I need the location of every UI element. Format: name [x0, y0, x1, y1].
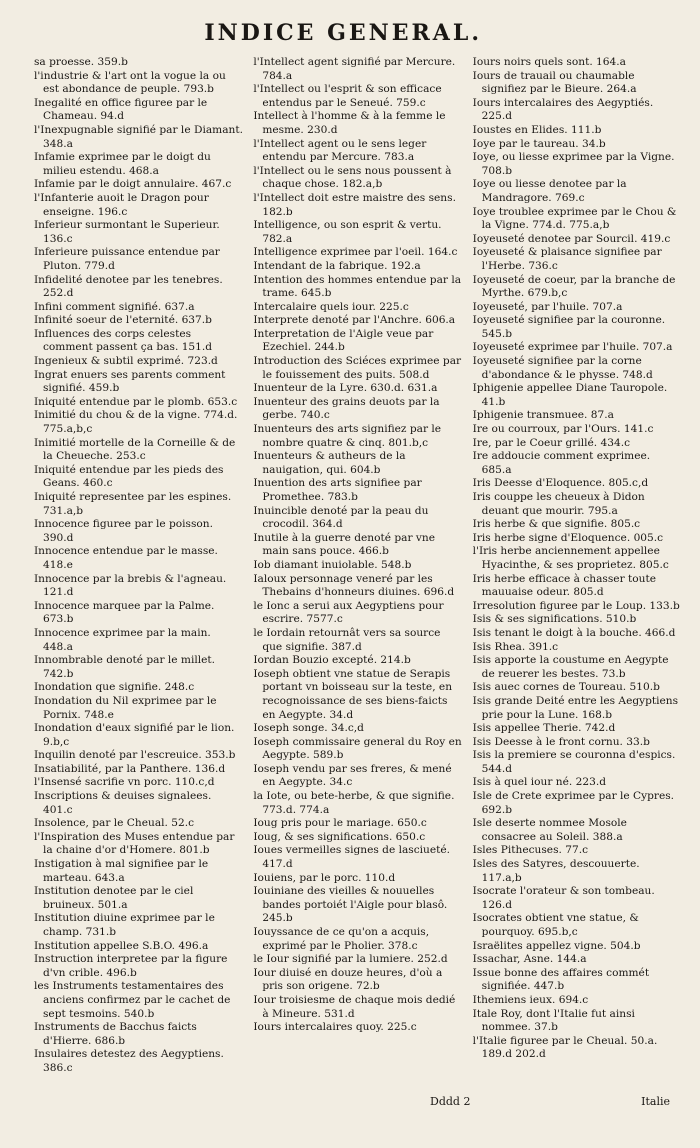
index-entry: Iris couppe les cheueux à Didon deuant que mourir. 795.a [472, 491, 645, 517]
index-entry: Iouiens, par le porc. 110.d [253, 871, 396, 884]
index-entry: Isle de Crete exprimee par le Cypres. 692.b [472, 790, 675, 816]
index-entry: Inuenteurs & autheurs de la nauigation, qui. 604.b [253, 450, 406, 476]
index-entry: Ioseph obtient vne statue de Serapis portant vn boisseau sur la teste, en recognoissance de ses biens-faicts en Aegypte. 34.d [253, 667, 453, 721]
index-entry: sa proesse. 359.b [34, 56, 128, 68]
index-entry: Iphigenie appellee Diane Tauropole. 41.b [472, 382, 668, 408]
index-entry: Insulaires detestez des Aegyptiens. 386.c [34, 1048, 224, 1074]
index-entry: la Iote, ou bete-herbe, & que signifie. 773.d. 774.a [253, 790, 455, 816]
page-header [34, 10, 682, 56]
index-entry: Ioseph commissaire general du Roy en Aegypte. 589.b [253, 735, 462, 762]
index-entry: Iouiniane des vieilles & nouuelles bandes portoiét l'Aigle pour blasô. 245.b [253, 885, 448, 925]
index-entry: Innocence figuree par le poisson. 390.d [34, 518, 213, 544]
index-entry: Inondation d'eaux signifié par le lion. 9.b,c [34, 722, 235, 748]
catchword: Italie [641, 1095, 670, 1108]
index-entry: Inimitié du chou & de la vigne. 774.d. 775.a,b,c [34, 409, 238, 436]
index-entry: Isis tenant le doigt à la bouche. 466.d [472, 626, 676, 639]
index-entry: Iniquité entendue par le plomb. 653.c [34, 395, 238, 408]
index-entry: Ingrat enuers ses parents comment signifié. 459.b [34, 368, 226, 395]
index-entry: Ioseph vendu par ses freres, & mené en Aegypte. 34.c [253, 762, 452, 789]
index-entry: Infinité soeur de l'eternité. 637.b [34, 314, 212, 327]
index-entry: Isis appellee Therie. 742.d [472, 722, 616, 735]
index-entry: Institution denotee par le ciel bruineux. 501.a [34, 885, 194, 911]
index-entry: l'Inspiration des Muses entendue par la chaine d'or d'Homere. 801.b [34, 830, 235, 857]
index-entry: Iris Deesse d'Eloquence. 805.c,d [472, 477, 649, 490]
index-entry: Iniquité representee par les espines. 731.a,b [34, 491, 232, 517]
index-entry: Isis auec cornes de Toureau. 510.b [472, 681, 660, 694]
index-entry: Iordan Bouzio excepté. 214.b [253, 654, 411, 667]
index-entry: Isis Rhea. 391.c [472, 640, 559, 653]
index-entry: Innombrable denoté par le millet. 742.b [34, 654, 216, 680]
index-entry: Influences des corps celestes comment passent ça bas. 151.d [34, 327, 213, 354]
index-entry: Ire ou courroux, par l'Ours. 141.c [472, 423, 654, 436]
index-entry: Issue bonne des affaires commét signifiée. 447.b [472, 966, 650, 993]
index-entry: Ire, par le Coeur grillé. 434.c [472, 436, 631, 449]
index-entry: Iris herbe & que signifie. 805.c [472, 518, 641, 531]
index-entry: Ioseph songe. 34.c,d [253, 722, 364, 735]
index-entry: Isle deserte nommee Mosole consacree au Soleil. 388.a [472, 817, 627, 843]
index-entry: l'Intellect ou le sens nous poussent à chaque chose. 182.a,b [253, 164, 452, 191]
index-entry: Isocrate l'orateur & son tombeau. 126.d [472, 885, 655, 911]
index-entry: Introduction des Sciéces exprimee par le fouissement des puits. 508.d [253, 355, 462, 381]
page-footer [430, 1095, 670, 1108]
index-entry: Infidelité denotee par les tenebres. 252.d [34, 273, 223, 300]
index-entry: Isis à quel iour né. 223.d [472, 776, 606, 789]
index-entry: Insatiabilité, par la Panthere. 136.d [34, 762, 226, 775]
index-entry: Ioyeuseté denotee par Sourcil. 419.c [472, 232, 671, 245]
index-entry: Intercalaire quels iour. 225.c [253, 300, 409, 313]
index-entry: Iob diamant inuiolable. 548.b [253, 558, 412, 571]
index-entry: Innocence entendue par le masse. 418.e [34, 545, 218, 571]
index-entry: l'Intellect doit estre maistre des sens. 182.b [253, 191, 456, 218]
index-entry: Ingenieux & subtil exprimé. 723.d [34, 355, 218, 368]
index-entry: Ioues vermeilles signes de lasciueté. 417.d [253, 844, 451, 871]
index-entry: Intellect à l'homme & à la femme le mesme. 230.d [253, 110, 446, 136]
index-entry: l'Insensé sacrifie vn porc. 110.c,d [34, 776, 215, 789]
index-entry: Intention des hommes entendue par la trame. 645.b [253, 273, 462, 300]
index-column-3 [473, 56, 682, 1091]
index-entry: le Ionc a serui aux Aegyptiens pour escrire. 7577.c [253, 599, 444, 626]
index-entry: Ioye, ou liesse exprimee par la Vigne. 708.b [472, 151, 675, 177]
index-entry: Innocence exprimee par la main. 448.a [34, 626, 211, 653]
index-entry: Ioug, & ses significations. 650.c [253, 830, 426, 843]
index-entry: Intendant de la fabrique. 192.a [253, 259, 421, 272]
index-entry: Inuention des arts signifiee par Promethee. 783.b [253, 477, 422, 503]
index-entry: Ioustes en Elides. 111.b [472, 123, 602, 136]
index-entry: Irresolution figuree par le Loup. 133.b [472, 599, 680, 612]
index-entry: l'industrie & l'art ont la vogue la ou est abondance de peuple. 793.b [34, 69, 226, 96]
index-entry: Ioyeuseté de coeur, par la branche de Myrthe. 679.b,c [472, 273, 676, 300]
index-entry: Instruments de Bacchus faicts d'Hierre. 686.b [34, 1021, 197, 1047]
index-entry: Isles des Satyres, descouuerte. 117.a,b [472, 858, 640, 884]
index-entry: Isocrates obtient vne statue, & pourquoy. 695.b,c [472, 912, 639, 938]
index-entry: Iours de trauail ou chaumable signifiez par le Bieure. 264.a [472, 69, 637, 96]
index-entry: Ithemiens ieux. 694.c [472, 993, 589, 1006]
index-columns [34, 56, 682, 1091]
signature-mark: Dddd 2 [430, 1095, 471, 1108]
index-entry: Infamie par le doigt annulaire. 467.c [34, 178, 232, 191]
index-entry: l'Iris herbe anciennement appellee Hyacinthe, & ses proprietez. 805.c [472, 545, 669, 571]
index-entry: Inuenteurs des arts signifiez par le nombre quatre & cinq. 801.b,c [253, 423, 442, 449]
index-entry: Ioye troublee exprimee par le Chou & la Vigne. 774.d. 775.a,b [472, 205, 677, 232]
index-entry: Inondation du Nil exprimee par le Pornix. 748.e [34, 694, 217, 721]
index-entry: l'Intellect agent signifié par Mercure. 784.a [253, 56, 456, 82]
index-entry: Issachar, Asne. 144.a [472, 953, 587, 966]
index-entry: Inimitié mortelle de la Corneille & de la Cheueche. 253.c [34, 436, 236, 463]
index-entry: Ioye par le taureau. 34.b [472, 137, 606, 150]
index-entry: Iours intercalaires des Aegyptiés. 225.d [472, 96, 654, 123]
index-entry: Inuenteur des grains deuots par la gerbe. 740.c [253, 395, 440, 422]
index-entry: Iour diuisé en douze heures, d'où a pris son origene. 72.b [253, 966, 443, 993]
index-entry: le Iour signifié par la lumiere. 252.d [253, 953, 448, 966]
index-entry: Ire addoucie comment exprimee. 685.a [472, 450, 651, 476]
index-entry: Institution diuine exprimee par le champ. 731.b [34, 912, 215, 938]
index-entry: Inuenteur de la Lyre. 630.d. 631.a [253, 382, 438, 395]
index-entry: Isis grande Deité entre les Aegyptiens prie pour la Lune. 168.b [472, 694, 679, 721]
index-entry: Iris herbe efficace à chasser toute mauuaise odeur. 805.d [472, 572, 656, 599]
index-entry: Inegalité en office figuree par le Chameau. 94.d [34, 96, 208, 123]
index-entry: Ialoux personnage veneré par les Thebains d'honneurs diuines. 696.d [253, 572, 455, 599]
index-entry: Inutile à la guerre denoté par vne main sans pouce. 466.b [253, 531, 435, 558]
index-entry: Infamie exprimee par le doigt du milieu estendu. 468.a [34, 151, 211, 177]
index-entry: Ioyeuseté exprimee par l'huile. 707.a [472, 341, 673, 354]
index-entry: Ioug pris pour le mariage. 650.c [253, 817, 427, 830]
index-entry: Interprete denoté par l'Anchre. 606.a [253, 314, 456, 327]
index-entry: l'Infanterie auoit le Dragon pour enseigne. 196.c [34, 191, 209, 218]
index-entry: Ioyeuseté, par l'huile. 707.a [472, 300, 623, 313]
index-entry: Intelligence exprimee par l'oeil. 164.c [253, 246, 458, 259]
index-entry: Iours noirs quels sont. 164.a [472, 56, 626, 68]
index-entry: l'Inexpugnable signifié par le Diamant. 348.a [34, 123, 243, 150]
index-entry: Instigation à mal signifiee par le marteau. 643.a [34, 858, 209, 884]
index-entry: l'Italie figuree par le Cheual. 50.a. 189.d 202.d [472, 1034, 658, 1061]
index-entry: les Instruments testamentaires des anciens confirmez par le cachet de sept tesmoins. 540.b [34, 980, 231, 1020]
index-entry: Ioyeuseté & plaisance signifiee par l'Herbe. 736.c [472, 246, 662, 272]
index-entry: Inscriptions & deuises signalees. 401.c [34, 790, 212, 816]
index-entry: Innocence marquee par la Palme. 673.b [34, 599, 215, 626]
index-entry: Inquilin denoté par l'escreuice. 353.b [34, 749, 236, 762]
index-entry: Intelligence, ou son esprit & vertu. 782.a [253, 219, 442, 245]
index-entry: Inferieur surmontant le Superieur. 136.c [34, 219, 220, 245]
index-entry: l'Intellect agent ou le sens leger entendu par Mercure. 783.a [253, 137, 427, 164]
index-entry: Isis & ses significations. 510.b [472, 613, 637, 626]
index-entry: Itale Roy, dont l'Italie fut ainsi nommee. 37.b [472, 1007, 635, 1034]
index-entry: Iour troisiesme de chaque mois dedié à Mineure. 531.d [253, 993, 456, 1020]
index-entry: Innocence par la brebis & l'agneau. 121.d [34, 572, 227, 599]
index-entry: Iours intercalaires quoy. 225.c [253, 1021, 417, 1034]
page-title: INDICE GENERAL. [204, 20, 482, 46]
index-entry: Israëlites appellez vigne. 504.b [472, 939, 641, 952]
index-entry: Institution appellee S.B.O. 496.a [34, 939, 209, 952]
index-entry: Iouyssance de ce qu'on a acquis, exprimé par le Pholier. 378.c [253, 926, 430, 952]
index-entry: Isles Pithecuses. 77.c [472, 844, 589, 857]
index-column-2 [253, 56, 462, 1091]
index-entry: Inferieure puissance entendue par Pluton. 779.d [34, 246, 220, 272]
index-entry: Inondation que signifie. 248.c [34, 681, 195, 694]
index-entry: Instruction interpretee par la figure d'vn crible. 496.b [34, 953, 228, 979]
index-entry: l'Intellect ou l'esprit & son efficace entendus par le Seneué. 759.c [253, 83, 442, 109]
index-entry: le Iordain retournât vers sa source que signifie. 387.d [253, 626, 441, 653]
index-entry: Ioye ou liesse denotee par la Mandragore. 769.c [472, 178, 627, 204]
index-entry: Insolence, par le Cheual. 52.c [34, 817, 195, 830]
index-entry: Isis la premiere se couronna d'espics. 544.d [472, 749, 676, 775]
index-entry: Ioyeuseté signifiee par la corne d'abondance & le physse. 748.d [472, 355, 653, 381]
index-entry: Infini comment signifié. 637.a [34, 300, 195, 313]
index-column-1 [34, 56, 243, 1091]
index-entry: Interpretation de l'Aigle veue par Ezechiel. 244.b [253, 327, 434, 354]
index-entry: Isis apporte la coustume en Aegypte de reuerer les bestes. 73.b [472, 654, 669, 680]
index-entry: Iniquité entendue par les pieds des Geans. 460.c [34, 463, 224, 490]
index-entry: Ioyeuseté signifiee par la couronne. 545.b [472, 314, 666, 340]
index-entry: Iphigenie transmuee. 87.a [472, 409, 614, 422]
index-entry: Isis Deesse à le front cornu. 33.b [472, 735, 650, 748]
index-entry: Iris herbe signe d'Eloquence. 005.c [472, 531, 664, 544]
index-entry: Inuincible denoté par la peau du crocodil. 364.d [253, 504, 429, 531]
